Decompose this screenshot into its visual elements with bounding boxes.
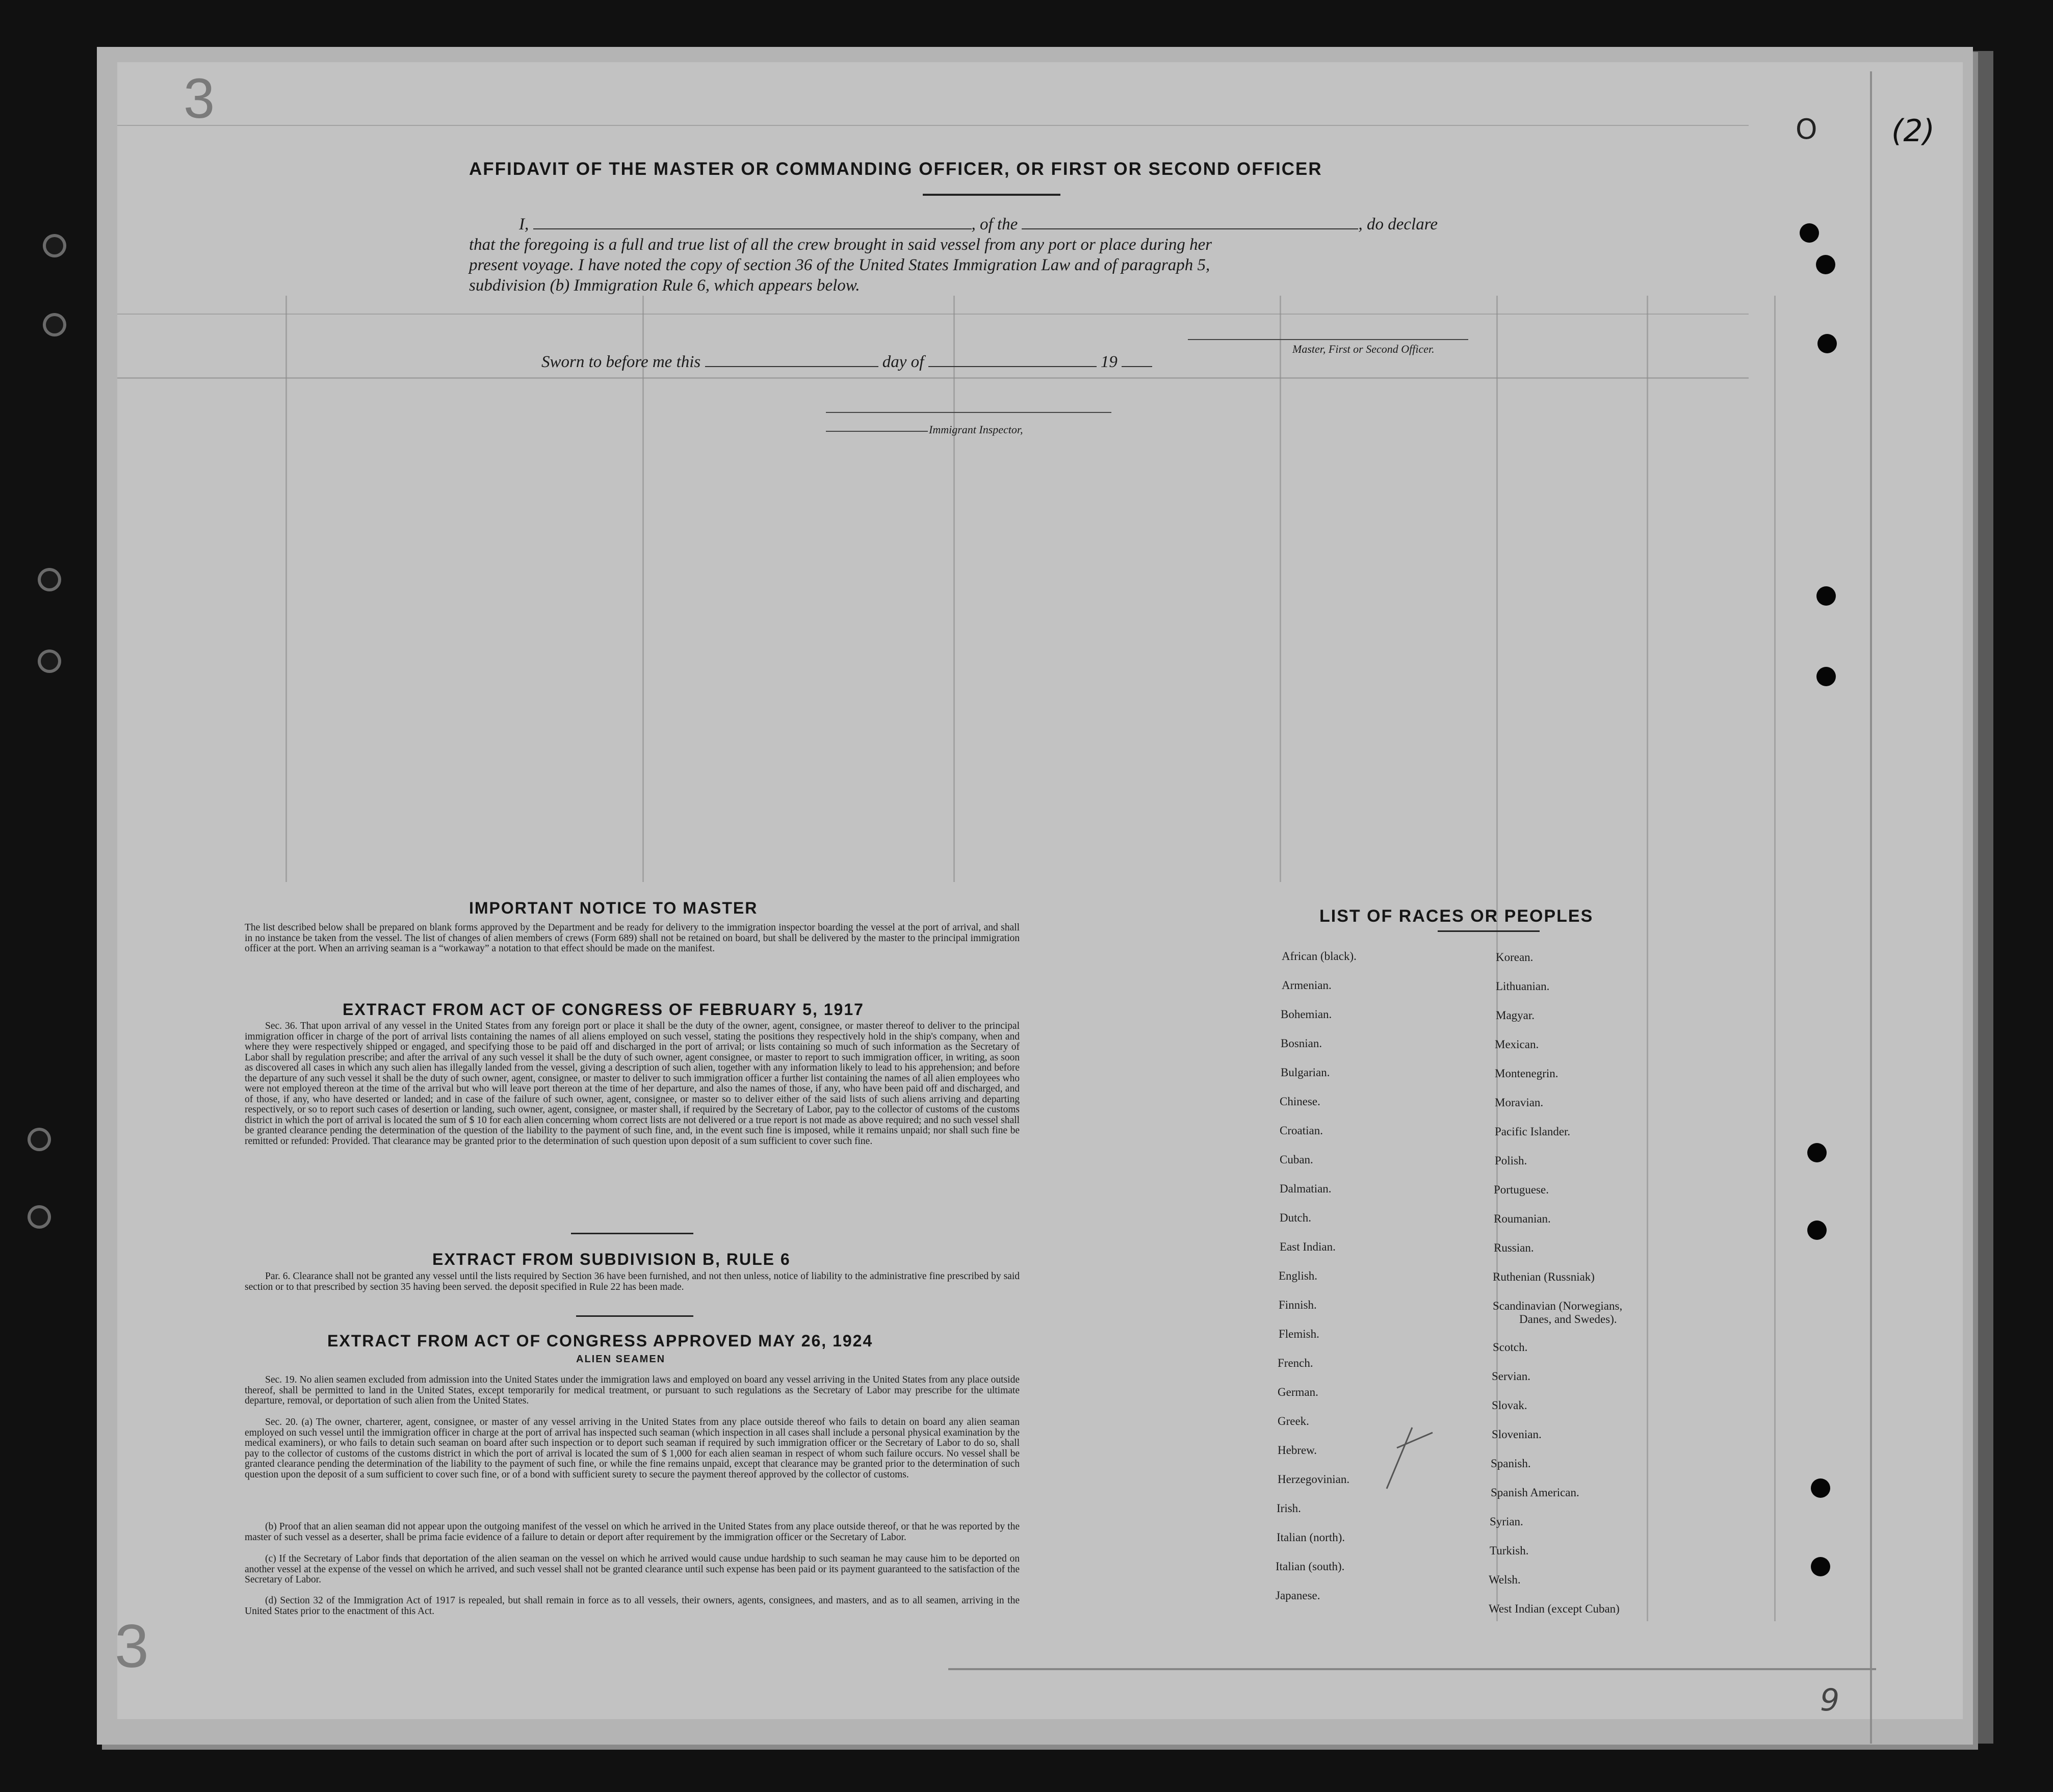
punch-hole [1816, 667, 1836, 686]
act-1924-sec-19: Sec. 19. No alien seamen excluded from admission into the United States under the immigration laws and employed on board any vessel arriving in the United States from any place outside thereof, shall be permitted to land in the United States, except temporarily for medical treatment, or pursuant to such regulations as the Secretary of Labor may prescribe for the ultimate departure, removal, or deportation of such alien from the United States. [245, 1374, 1020, 1406]
page-edge [1870, 71, 1872, 1744]
affidavit-line-3: present voyage. I have noted the copy of section 36 of the United States Immigration Law and of paragraph 5, [469, 256, 1210, 274]
race-item: Portuguese. [1494, 1183, 1549, 1196]
race-item: Danes, and Swedes). [1519, 1313, 1617, 1326]
race-item: Japanese. [1276, 1589, 1320, 1602]
punch-hole [1817, 334, 1837, 353]
race-item: Moravian. [1495, 1096, 1544, 1109]
race-item: Mexican. [1495, 1038, 1539, 1051]
race-item: Turkish. [1490, 1544, 1529, 1557]
race-item: Croatian. [1280, 1124, 1323, 1137]
affidavit-line-2: that the foregoing is a full and true list of all the crew brought in said vessel from any port or place during her [469, 236, 1212, 254]
punch-hole [41, 571, 58, 588]
race-item: Lithuanian. [1496, 980, 1550, 993]
race-item: Spanish American. [1491, 1486, 1579, 1499]
bleed-through-line [1774, 296, 1776, 1621]
vessel-blank [1022, 214, 1358, 229]
bottom-right-mark: 9 [1820, 1682, 1840, 1718]
master-signature-line [1188, 339, 1468, 340]
section-rule [571, 1233, 693, 1234]
rule-6-title: EXTRACT FROM SUBDIVISION B, RULE 6 [432, 1250, 791, 1268]
bleed-through-line [1280, 296, 1281, 882]
year-blank [1122, 352, 1152, 367]
race-item: Ruthenian (Russniak) [1493, 1270, 1595, 1283]
race-item: Scotch. [1493, 1341, 1528, 1354]
race-item: West Indian (except Cuban) [1489, 1602, 1620, 1615]
race-item: Russian. [1494, 1241, 1534, 1254]
month-blank [928, 352, 1097, 367]
race-item: Italian (south). [1276, 1560, 1345, 1573]
page-edge [948, 1668, 1876, 1670]
punch-hole [41, 653, 58, 670]
name-blank [533, 214, 972, 229]
punch-hole [46, 237, 63, 254]
punch-hole [1811, 1478, 1830, 1498]
punch-hole [46, 316, 63, 333]
page-number-top: 3 [184, 67, 215, 130]
sworn-line [541, 352, 1152, 372]
race-item: Dalmatian. [1280, 1182, 1332, 1195]
act-1924-sec-20c: (c) If the Secretary of Labor finds that deportation of the alien seaman on the vessel on which he arrived would cause undue hardship to such seaman he may cause him to be deported on another vessel at the expense of the vessel on which he arrived, and such vessel shall not be granted clearance until such expense has been paid or its payment guaranteed to the satisfaction of the Secretary of Labor. [245, 1553, 1020, 1585]
act-1917-title: EXTRACT FROM ACT OF CONGRESS OF FEBRUARY 5, 1917 [343, 1000, 864, 1019]
affidavit-declare: , do declare [1358, 215, 1438, 233]
year-prefix: 19 [1100, 353, 1118, 371]
bleed-through-line [1647, 296, 1648, 1621]
bleed-through-line [117, 377, 1749, 379]
punch-hole [31, 1208, 48, 1226]
bleed-through-line [117, 314, 1749, 315]
race-item: Magyar. [1496, 1009, 1535, 1022]
inspector-line-2 [826, 431, 928, 432]
punch-hole [1800, 223, 1819, 243]
punch-hole [1816, 586, 1836, 606]
corner-mark: (2) [1891, 113, 1935, 149]
master-signature-label: Master, First or Second Officer. [1292, 343, 1435, 355]
sworn-day-blank [705, 352, 878, 367]
notice-text: The list described below shall be prepared on blank forms approved by the Department and be ready for delivery to the immigration inspector boarding the vessel at the port of arrival, and shall in no instance be taken from the vessel. The list of changes of alien members of crews (Form 689) shall not be retained on board, but shall be delivered by the master to the principal immigration officer at the port. When an arriving seaman is a “workaway” a notation to that effect should be made on the manifest. [245, 922, 1020, 954]
race-item: Roumanian. [1494, 1212, 1551, 1225]
act-1917-text: Sec. 36. That upon arrival of any vessel in the United States from any foreign port or place it shall be the duty of the owner, agent, consignee, or master thereof to deliver to the principal immigration officer in charge of the port of arrival lists containing the names of all aliens employed on such vessel, stating the positions they respectively hold in the ship's company, when and where they were respectively shipped or engaged, and specifying those to be paid off and discharged in the port of arrival; or lists containing so much of such information as the Secretary of Labor shall by regulation prescribe; and after the arrival of any such vessel it shall be the duty of such owner, agent consignee, or master to report to such immigration officer, in writing, as soon as discovered all cases in which any such alien has illegally landed from the vessel, giving a description of such alien, together with any information likely to lead to his apprehension; and before the departure of any such vessel it shall be the duty of such owner, agent, consignee, or master to deliver to such immigration officer a further list containing the names of all alien employees who were not employed thereon at the time of the arrival but who will leave port thereon at the time of her departure, and also the names of those, if any, who have been paid off and discharged, and of those, if any, who have deserted or landed; and in case of the failure of such owner, agent, consignee, or master so to deliver either of the said lists of such aliens arriving and departing respectively, or so to report such cases of desertion or landing, such owner, agent, consignee, or master shall, if required by the Secretary of Labor, pay to the collector of customs of the customs district in which the port of arrival is located the sum of $ 10 for each alien concerning whom correct lists are not delivered or a true report is not made as above required; and no such vessel shall be granted clearance pending the determination of the question of the liability to the payment of such fine, and, in the event such fine is imposed, while it remains unpaid; nor shall such fine be remitted or refunded: Provided. That clearance may be granted prior to the determination of such question upon deposit of a sum sufficient to cover such fine. [245, 1021, 1020, 1147]
page-number-left: 3 [115, 1612, 149, 1680]
bleed-through-line [953, 296, 955, 882]
race-item: Hebrew. [1278, 1444, 1317, 1457]
race-item: Polish. [1495, 1154, 1527, 1167]
race-item: Bohemian. [1281, 1008, 1332, 1021]
circle-mark: O [1796, 113, 1817, 145]
notice-title: IMPORTANT NOTICE TO MASTER [469, 899, 758, 917]
affidavit-line-1 [469, 214, 1468, 235]
race-item: German. [1278, 1386, 1318, 1398]
act-1924-sec-20d: (d) Section 32 of the Immigration Act of 1917 is repealed, but shall remain in force as to all vessels, their owners, agents, consignees, and masters, and as to all seamen, arriving in the United States prior to the enactment of this Act. [245, 1595, 1020, 1617]
punch-hole [1807, 1143, 1827, 1162]
race-item: Italian (north). [1277, 1531, 1345, 1544]
race-item: Bulgarian. [1281, 1066, 1330, 1079]
race-item: Spanish. [1491, 1457, 1531, 1470]
act-1924-subtitle: ALIEN SEAMEN [576, 1354, 666, 1365]
affidavit-i: I, [519, 215, 529, 233]
race-item: French. [1278, 1357, 1313, 1369]
race-item: East Indian. [1280, 1240, 1336, 1253]
act-1924-title: EXTRACT FROM ACT OF CONGRESS APPROVED MAY 26, 1924 [327, 1332, 873, 1350]
race-item: Herzegovinian. [1278, 1473, 1350, 1486]
title-rule [923, 194, 1060, 196]
race-item: Korean. [1496, 951, 1534, 964]
race-item: Greek. [1278, 1415, 1309, 1427]
rule-6-text: Par. 6. Clearance shall not be granted any vessel until the lists required by Section 36 have been furnished, and not then unless, notice of liability to the administrative fine prescribed by said section or to that prescribed by section 35 having been served. the deposit specified in Rule 22 has been made. [245, 1271, 1020, 1292]
day-of-label: day of [882, 353, 924, 371]
document-sheet [97, 47, 1973, 1745]
races-title: LIST OF RACES OR PEOPLES [1319, 906, 1594, 926]
handwritten-stroke [1376, 1417, 1438, 1494]
bleed-through-line [642, 296, 644, 882]
race-item: Irish. [1277, 1502, 1301, 1515]
affidavit-title: AFFIDAVIT OF THE MASTER OR COMMANDING OFFICER, OR FIRST OR SECOND OFFICER [469, 159, 1322, 179]
race-item: English. [1279, 1269, 1318, 1282]
punch-hole [1811, 1557, 1830, 1576]
race-item: African (black). [1282, 950, 1357, 963]
race-item: Slovak. [1492, 1399, 1527, 1412]
race-item: Scandinavian (Norwegians, [1493, 1300, 1623, 1312]
inspector-line-1 [826, 412, 1111, 413]
race-item: Slovenian. [1492, 1428, 1542, 1441]
sworn-label: Sworn to before me this [541, 353, 701, 371]
race-item: Cuban. [1280, 1153, 1313, 1166]
bleed-through-line [117, 125, 1749, 126]
race-item: Chinese. [1280, 1095, 1320, 1108]
race-item: Servian. [1492, 1370, 1531, 1383]
race-item: Pacific Islander. [1495, 1125, 1571, 1138]
race-item: Dutch. [1280, 1211, 1311, 1224]
affidavit-of-the: , of the [971, 215, 1018, 233]
race-item: Armenian. [1282, 979, 1332, 992]
race-item: Bosnian. [1281, 1037, 1322, 1050]
affidavit-line-4: subdivision (b) Immigration Rule 6, which appears below. [469, 276, 860, 295]
act-1924-sec-20b: (b) Proof that an alien seaman did not appear upon the outgoing manifest of the vessel on which he arrived in the United States from any place outside thereof, or that he was reported by the master of such vessel as a deserter, shall be prima facie evidence of a failure to detain or deport after requirement by the immigration officer or the Secretary of Labor. [245, 1521, 1020, 1543]
act-1924-sec-20a: Sec. 20. (a) The owner, charterer, agent, consignee, or master of any vessel arriving in the United States from any place outside thereof who fails to detain on board any alien seaman employed on such vessel until the immigration officer in charge at the port of arrival has inspected such seaman (which inspection in all cases shall include a personal physical examination by the medical examiners), or who fails to detain such seaman on board after such inspection or to deport such seaman if required by such immigration officer or the Secretary of Labor to do so, shall pay to the collector of customs of the customs district in which the port of arrival is located the sum of $ 1,000 for each alien seaman in respect of whom such failure occurs. No vessel shall be granted clearance pending the determination of the liability to the payment of such fine, or while the fine remains unpaid, except that clearance may be granted prior to the determination of such question upon the deposit of a sum sufficient to cover such fine, or of a bond with sufficient surety to secure the payment thereof approved by the collector of customs. [245, 1417, 1020, 1480]
section-rule [576, 1315, 693, 1317]
race-item: Flemish. [1279, 1328, 1319, 1340]
punch-hole [31, 1131, 48, 1148]
punch-hole [1816, 255, 1835, 274]
race-item: Montenegrin. [1495, 1067, 1558, 1080]
punch-hole [1807, 1220, 1827, 1240]
races-title-rule [1438, 930, 1540, 932]
affidavit-text [469, 214, 1468, 296]
race-item: Finnish. [1279, 1298, 1317, 1311]
race-item: Welsh. [1489, 1573, 1521, 1586]
inspector-signature-label: Immigrant Inspector, [929, 423, 1023, 436]
race-item: Syrian. [1490, 1515, 1523, 1528]
bleed-through-line [285, 296, 287, 882]
